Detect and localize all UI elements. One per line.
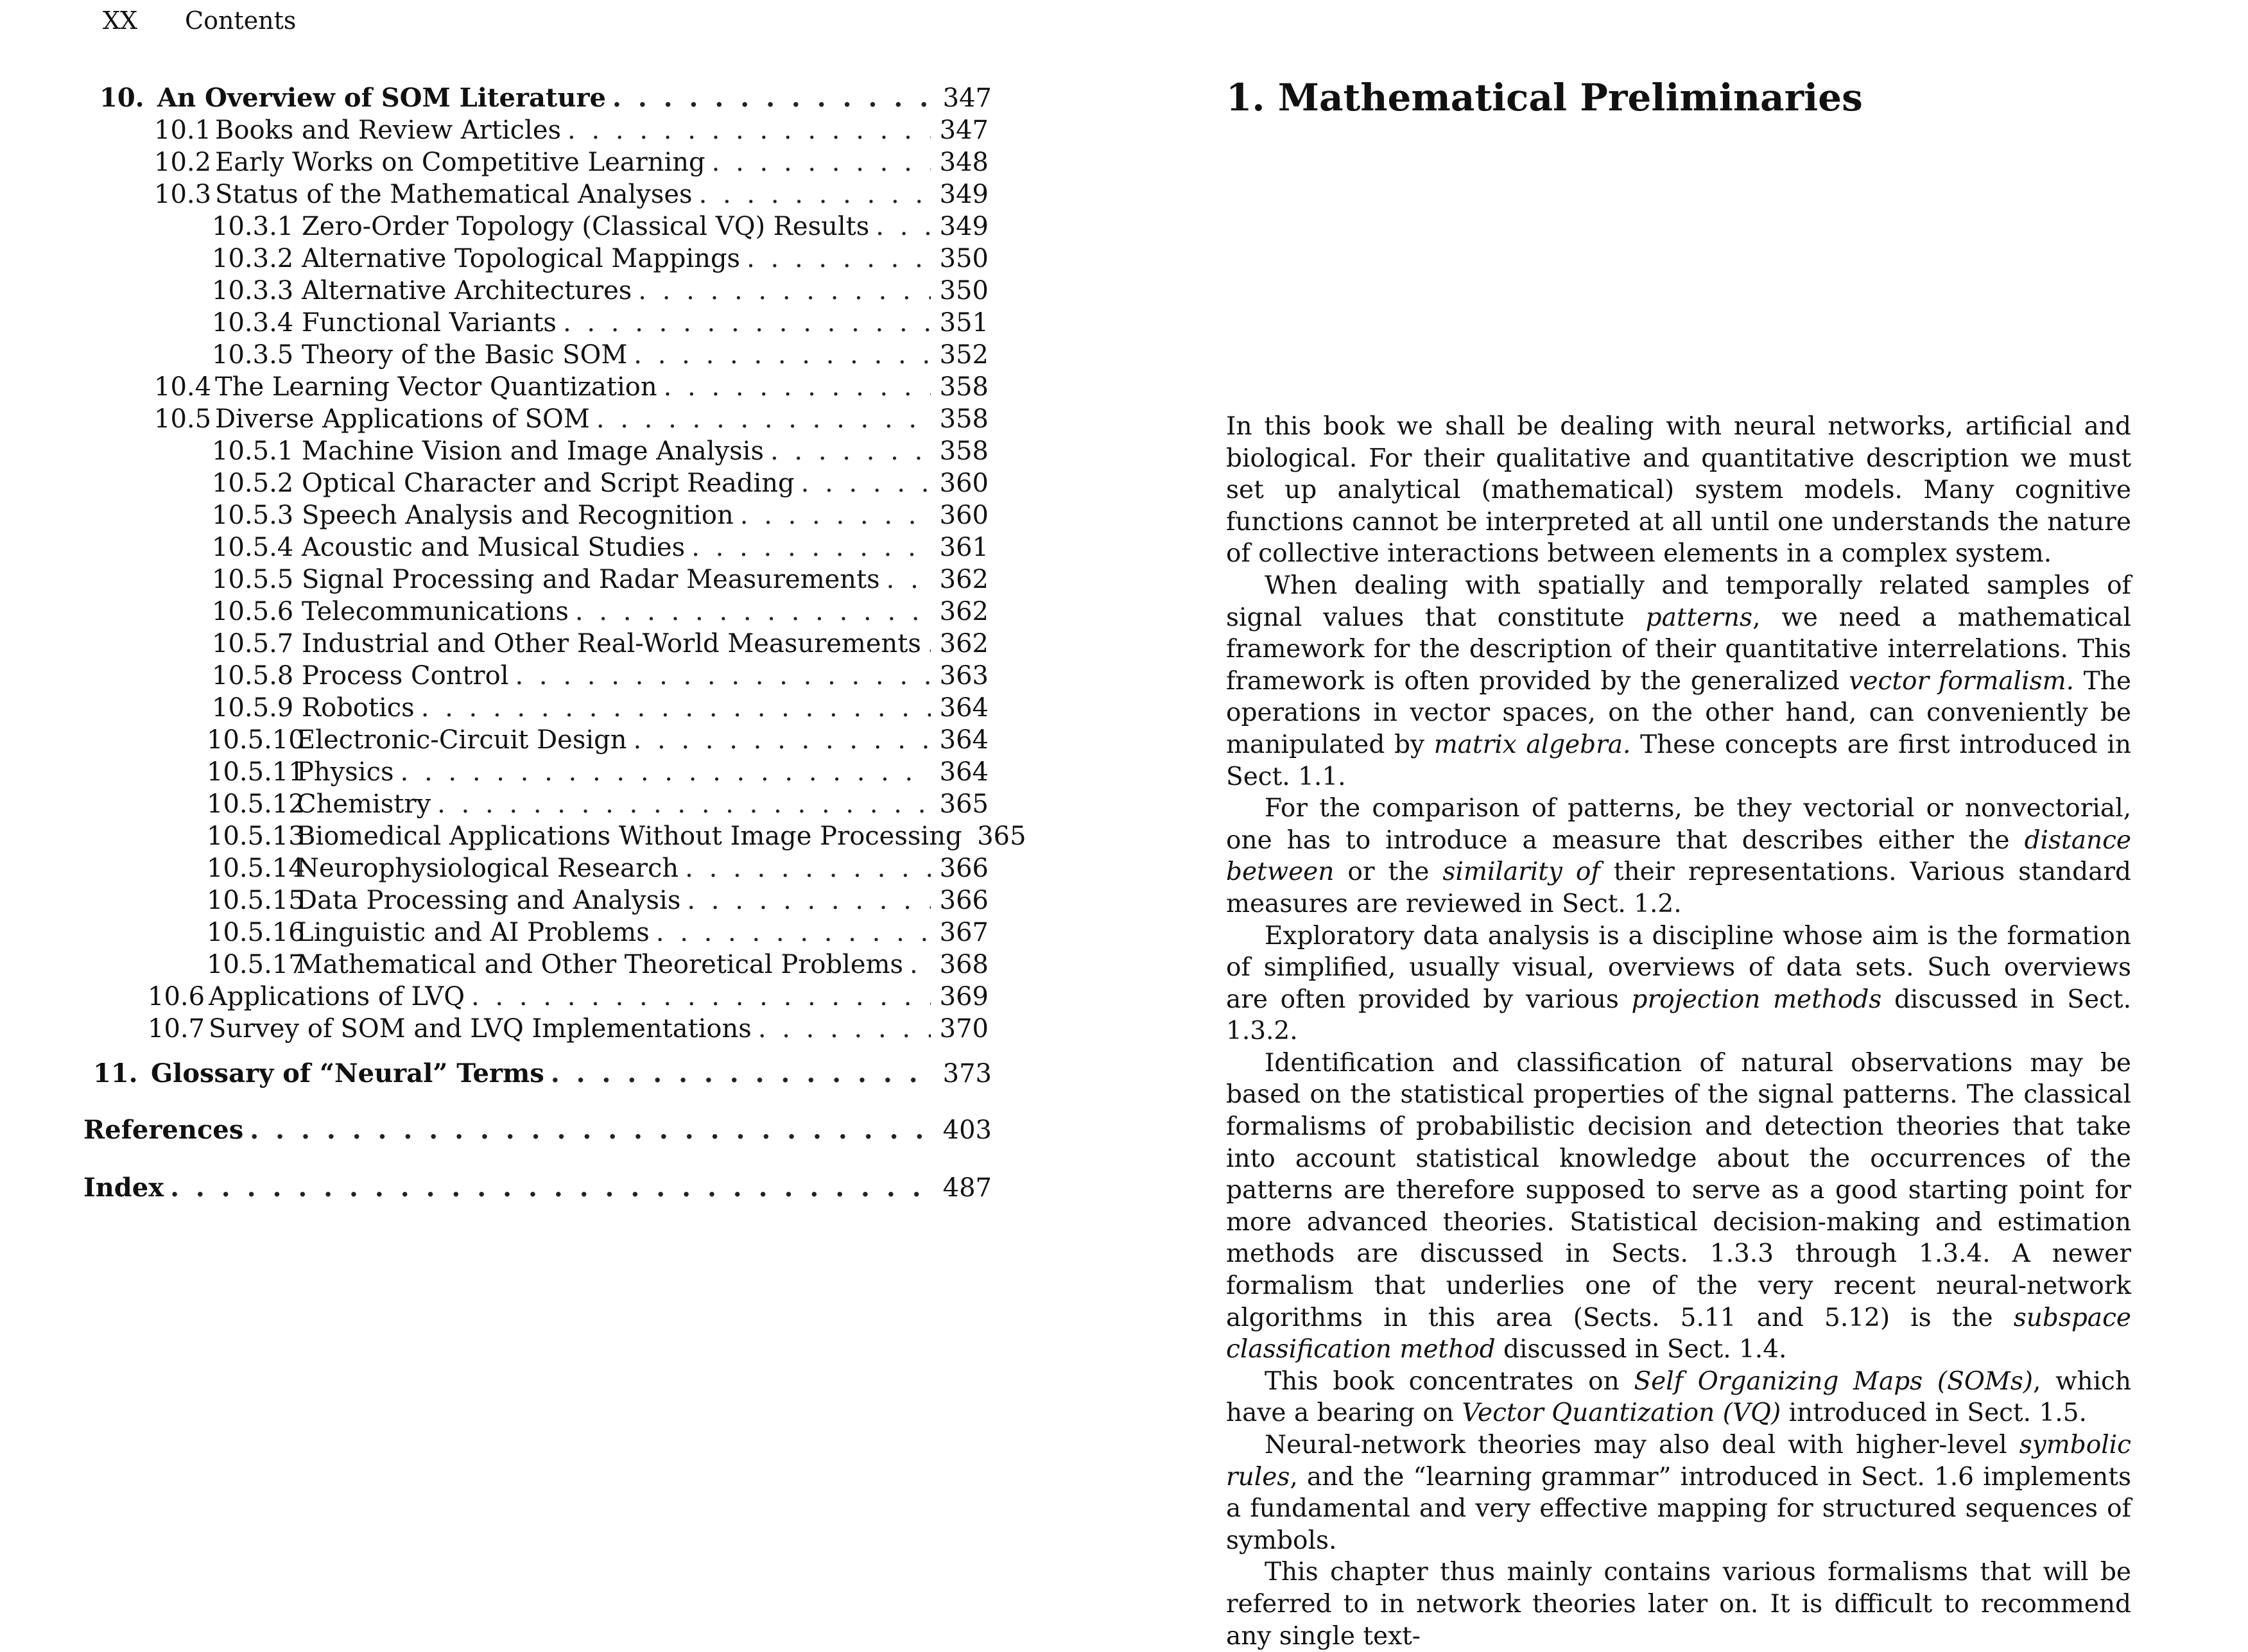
toc-entry [207,788,989,820]
dot-leader [575,596,931,628]
toc-number: 10.5.14 [207,854,305,883]
dot-leader [401,756,931,788]
toc-page-number: 364 [939,725,989,755]
dot-leader [634,724,931,756]
toc-title: An Overview of SOM Literature [157,83,606,113]
emphasized-term: vector formalism. [1849,666,2075,696]
text-run: , and the “learning grammar” introduced in Sect. 1.6 implements a fundamental and very effective mapping for structured sequences of symbols. [1226,1462,2131,1555]
chapter-title: 1. Mathematical Preliminaries [1226,76,1863,119]
chapter-body [1226,411,2131,1652]
text-run: their representations. Various standard measures are reviewed in Sect. 1.2. [1226,857,2131,918]
toc-number: 10.2 [154,148,212,177]
toc-number: 11. [93,1058,138,1088]
dot-leader [421,692,931,724]
dot-leader [551,1058,934,1090]
dot-leader [699,178,931,211]
toc-title: Signal Processing and Radar Measurements [302,565,880,594]
dot-leader [691,531,931,564]
toc-entry [212,435,989,467]
toc-entry [83,1172,992,1204]
dot-leader [876,211,931,243]
toc-entry [212,596,989,628]
toc-entry [212,531,989,564]
toc-number: 10.5.17 [207,950,305,979]
toc-page-number: 347 [942,83,992,113]
toc-title: Neurophysiological Research [297,854,679,883]
dot-leader [747,243,931,275]
dot-leader [567,114,931,146]
body-paragraph [1226,1556,2131,1652]
dot-leader [596,403,931,435]
text-run: For the comparison of patterns, be they vectorial or nonvectorial, one has to introduce a measure that describes either the [1226,794,2131,855]
toc-page-number: 362 [939,565,989,594]
toc-page-number: 370 [939,1014,989,1044]
toc-page-number: 369 [939,982,989,1011]
toc-page-number: 366 [939,886,989,915]
dot-leader [563,307,931,339]
toc-title: Robotics [302,693,415,723]
toc-page-number: 350 [939,244,989,273]
toc-number: 10.5.5 [212,565,294,594]
toc-title: Telecommunications [302,597,569,626]
dot-leader [687,884,931,916]
toc-page-number: 364 [939,693,989,723]
emphasized-term: projection methods [1631,985,1882,1014]
toc-number: 10. [99,83,144,113]
toc-title: Mathematical and Other Theoretical Problems [297,950,904,979]
toc-title: Alternative Topological Mappings [302,244,741,273]
toc-page-number: 368 [939,950,989,979]
toc-entry [93,1058,992,1090]
dot-leader [910,949,931,981]
page-number: XX [103,6,138,35]
toc-number: 10.3.3 [212,276,294,305]
dot-leader [740,499,931,531]
toc-title: Speech Analysis and Recognition [302,501,734,530]
toc-page-number: 347 [939,116,989,145]
toc-page-number: 403 [942,1115,992,1145]
toc-page-number: 365 [939,789,989,819]
body-paragraph [1226,1429,2131,1556]
toc-number: 10.4 [154,372,212,402]
dot-leader [612,82,934,114]
toc-title: The Learning Vector Quantization [215,372,657,402]
toc-title: Theory of the Basic SOM [302,340,628,370]
toc-page-number: 358 [939,436,989,466]
body-paragraph [1226,793,2131,920]
toc-title: Glossary of “Neural” Terms [151,1058,544,1088]
body-paragraph [1226,1047,2131,1366]
toc-entry [207,949,989,981]
toc-number: 10.3 [154,180,212,209]
toc-entry [212,564,989,596]
toc-page-number: 362 [939,629,989,658]
emphasized-term: distance between [1226,825,2131,887]
text-run: discussed in Sect. 1.4. [1495,1335,1787,1364]
toc-entry [154,403,989,435]
toc-entry [212,628,989,660]
toc-entry [99,82,992,114]
toc-entry [212,467,989,499]
toc-number: 10.5.2 [212,469,294,498]
emphasized-term: subspace classification method [1226,1303,2131,1364]
toc-number: 10.5.16 [207,918,305,947]
emphasized-term: matrix algebra. [1433,730,1631,759]
text-run: introduced in Sect. 1.5. [1781,1398,2087,1428]
toc-title: Industrial and Other Real-World Measurements [302,629,921,658]
toc-entry [212,243,989,275]
toc-page-number: 358 [939,372,989,402]
dot-leader [758,1013,931,1045]
toc-number: 10.5.4 [212,533,294,562]
toc-entry [212,275,989,307]
toc-entry [212,692,989,724]
body-paragraph [1226,920,2131,1047]
toc-entry [207,756,989,788]
toc-entry [83,1114,992,1146]
toc-number: 10.3.2 [212,244,294,273]
text-run: , which have a bearing on [1226,1366,2131,1428]
toc-page-number: 364 [939,757,989,787]
toc-page-number: 352 [939,340,989,370]
toc-number: 10.5.10 [207,725,305,755]
toc-number: 10.3.1 [212,212,294,241]
text-run: discussed in Sect. 1.3.2. [1226,985,2132,1046]
toc-page-number: 351 [939,308,989,338]
toc-title: Machine Vision and Image Analysis [302,436,764,466]
running-head: Contents [185,6,297,35]
body-paragraph [1226,1366,2131,1429]
emphasized-term: symbolic rules [1226,1431,2131,1492]
toc-title: Optical Character and Script Reading [302,469,795,498]
toc-page-number: 349 [939,212,989,241]
dot-leader [634,339,931,371]
toc-page-number: 366 [939,854,989,883]
emphasized-term: similarity of [1442,857,1600,887]
toc-title: Survey of SOM and LVQ Implementations [209,1014,752,1044]
toc-number: 10.1 [154,116,212,145]
toc-entry [212,307,989,339]
toc-entry [154,178,989,211]
toc-page-number: 363 [939,661,989,691]
toc-page-number: 350 [939,276,989,305]
toc-number: 10.5.12 [207,789,305,819]
toc-entry [207,916,989,949]
dot-leader [801,467,931,499]
toc-page-number: 362 [939,597,989,626]
toc-title: Functional Variants [302,308,557,338]
toc-number: 10.6 [148,982,205,1011]
dot-leader [712,146,931,178]
emphasized-term: patterns [1645,603,1753,632]
text-run: In this book we shall be dealing with neural networks, artificial and biological. For their qualitative and quantitative description we must set up analytical (mathematical) system models. Many cognitive functions cannot be interpreted at all until one understands the nature of collective interactions between elements in a complex system. [1226,412,2131,569]
toc-title: Electronic-Circuit Design [297,725,627,755]
toc-title: Books and Review Articles [215,116,562,145]
toc-title: Linguistic and AI Problems [297,918,650,947]
text-run: The operations in vector spaces, on the other hand, can conveniently be manipulated by [1226,666,2131,759]
dot-leader [656,916,931,949]
dot-leader [170,1172,934,1204]
page-header [103,6,296,35]
text-run: Identification and classification of natural observations may be based on the statistical properties of the signal patterns. The classical formalisms of probabilistic decision and detection theories that take into account statistical knowledge about the occurrences of the patterns are therefore supposed to serve as a good starting point for more advanced theories. Statistical decision-making and estimation methods are discussed in Sects. 1.3.3 through 1.3.4. A newer formalism that underlies one of the very recent neural-network algorithms in this area (Sects. 5.11 and 5.12) is the [1226,1048,2131,1332]
body-paragraph [1226,411,2131,570]
toc-entry [212,211,989,243]
dot-leader [770,435,931,467]
text-run: Exploratory data analysis is a discipline whose aim is the formation of simplified, usually visual, overviews of data sets. Such overviews are often provided by various [1226,921,2131,1014]
toc-page-number: 373 [942,1059,992,1088]
body-paragraph [1226,570,2131,793]
toc-title: Process Control [302,661,509,691]
toc-title: Physics [297,757,394,787]
toc-page-number: 360 [939,501,989,530]
toc-number: 10.5.13 [207,822,305,851]
toc-entry [212,499,989,531]
toc-page-number: 365 [977,822,1026,851]
toc-title: Chemistry [297,789,431,819]
dot-leader [685,852,931,884]
dot-leader [437,788,931,820]
toc-page-number: 349 [939,180,989,209]
text-run: This book concentrates on [1265,1366,1634,1396]
toc-title: Alternative Architectures [302,276,632,305]
toc-entry [207,724,989,756]
toc-entry [212,660,989,692]
toc-number: 10.3.5 [212,340,294,370]
toc-title: Early Works on Competitive Learning [215,148,705,177]
toc-number: 10.5.7 [212,629,294,658]
toc-title: Applications of LVQ [209,982,465,1011]
dot-leader [664,371,931,403]
toc-number: 10.5 [154,404,212,434]
toc-number: 10.5.3 [212,501,294,530]
dot-leader [638,275,931,307]
text-run: , we need a mathematical framework for the description of their quantitative interrelations. This framework is often provided by the generalized [1226,603,2131,696]
toc-number: 10.7 [148,1014,205,1044]
toc-page-number: 367 [939,918,989,947]
toc-page-number: 348 [939,148,989,177]
emphasized-term: Vector Quantization (VQ) [1462,1398,1781,1428]
toc-title: Zero-Order Topology (Classical VQ) Results [302,212,870,241]
toc-title: Biomedical Applications Without Image Processing [297,822,962,851]
toc-entry [154,146,989,178]
toc-entry [154,371,989,403]
dot-leader [928,628,931,660]
toc-number: 10.5.11 [207,757,305,787]
toc-title: Diverse Applications of SOM [215,404,590,434]
toc-page-number: 361 [939,533,989,562]
toc-entry [207,820,1026,852]
toc-entry [148,1013,989,1045]
text-run: or the [1334,857,1443,887]
dot-leader [886,564,931,596]
text-run: This chapter thus mainly contains various formalisms that will be referred to in network theories later on. It is difficult to recommend any single text- [1226,1558,2131,1651]
dot-leader [250,1114,934,1146]
toc-title: Data Processing and Analysis [297,886,681,915]
toc-entry [154,114,989,146]
toc-page-number: 360 [939,469,989,498]
toc-number: 10.5.8 [212,661,294,691]
toc-number: 10.5.15 [207,886,305,915]
dot-leader [471,981,931,1013]
toc-number: 10.5.1 [212,436,294,466]
toc-number: 10.5.9 [212,693,294,723]
text-run: Neural-network theories may also deal with higher-level [1265,1431,2019,1459]
toc-number: 10.3.4 [212,308,294,338]
toc-number: 10.5.6 [212,597,294,626]
toc-entry [207,852,989,884]
text-run: These concepts are first introduced in Sect. 1.1. [1226,730,2131,791]
toc-page-number: 487 [942,1173,992,1203]
toc-entry [212,339,989,371]
emphasized-term: Self Organizing Maps (SOMs) [1634,1366,2033,1396]
toc-entry [148,981,989,1013]
toc-page-number: 358 [939,404,989,434]
dot-leader [515,660,931,692]
toc-title: References [83,1115,244,1145]
toc-title: Status of the Mathematical Analyses [215,180,693,209]
toc-entry [207,884,989,916]
text-run: When dealing with spatially and temporally related samples of signal values that constitute [1226,571,2131,632]
toc-title: Acoustic and Musical Studies [302,533,686,562]
toc-title: Index [83,1173,164,1203]
